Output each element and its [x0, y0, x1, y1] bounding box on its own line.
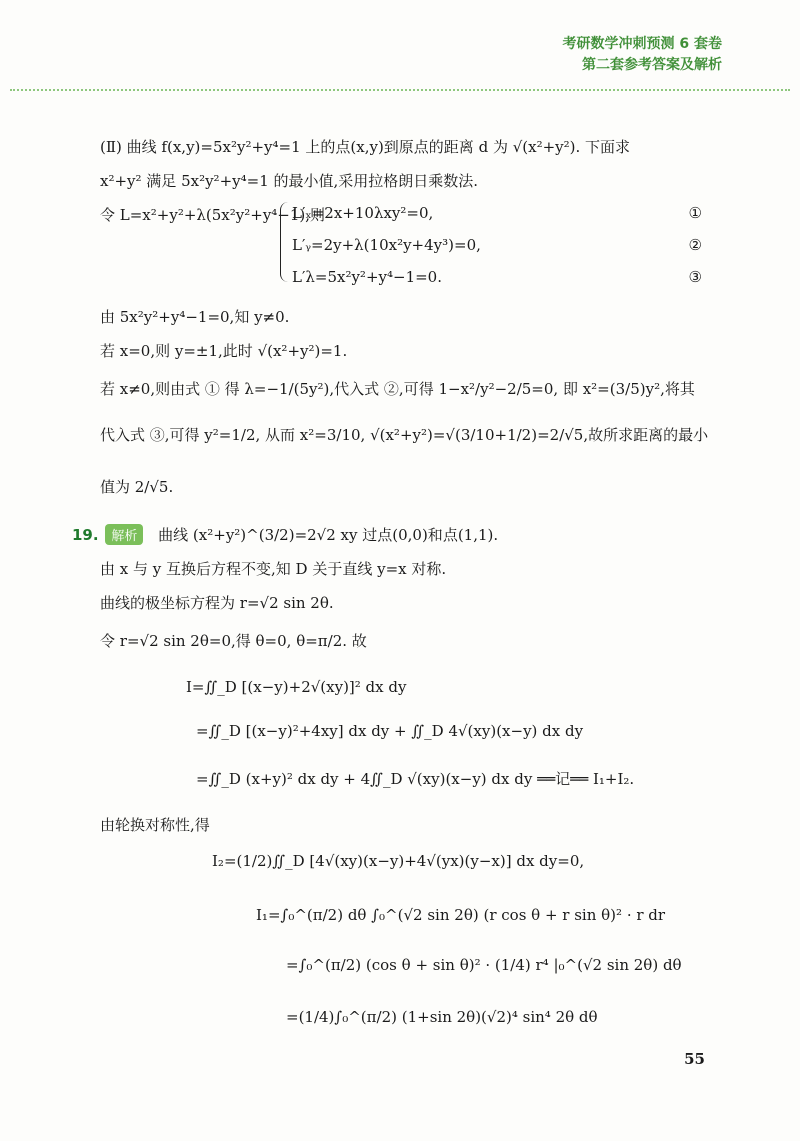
part2-line-5: 若 x=0,则 y=±1,此时 √(x²+y²)=1. — [100, 342, 348, 360]
integral-I1-line-1: I₁=∫₀^(π/2) dθ ∫₀^(√2 sin 2θ) (r cos θ + r sin θ)² · r dr — [256, 906, 666, 924]
mark-1: ① — [688, 204, 702, 222]
system-eq-1-text: L′ₓ=2x+10λxy²=0, — [292, 204, 434, 222]
p19-line-5: 由轮换对称性,得 — [100, 816, 210, 834]
integral-I-line-1: I=∬_D [(x−y)+2√(xy)]² dx dy — [186, 678, 407, 696]
problem-19-header — [72, 524, 498, 545]
problem-number: 19. — [72, 526, 99, 544]
integral-I-line-2: =∬_D [(x−y)²+4xy] dx dy + ∬_D 4√(xy)(x−y) dx dy — [196, 722, 584, 740]
integral-I1-line-2: =∫₀^(π/2) (cos θ + sin θ)² · (1/4) r⁴ |₀^(√2 sin 2θ) dθ — [286, 956, 682, 974]
part2-line-2: x²+y² 满足 5x²y²+y⁴=1 的最小值,采用拉格朗日乘数法. — [100, 172, 479, 190]
running-header — [563, 34, 723, 76]
part2-line-1: (Ⅱ) 曲线 f(x,y)=5x²y²+y⁴=1 上的点(x,y)到原点的距离 d 为 √(x²+y²). 下面求 — [100, 138, 631, 156]
part2-line-3: 令 L=x²+y²+λ(5x²y²+y⁴−1),则 — [100, 206, 326, 224]
system-eq-1 — [292, 204, 702, 222]
system-eq-3 — [292, 268, 702, 286]
p19-line-2: 由 x 与 y 互换后方程不变,知 D 关于直线 y=x 对称. — [100, 560, 447, 578]
system-eq-2-text: L′ᵧ=2y+λ(10x²y+4y³)=0, — [292, 236, 481, 254]
p19-line-3: 曲线的极坐标方程为 r=√2 sin 2θ. — [100, 594, 334, 612]
mark-3: ③ — [688, 268, 702, 286]
system-eq-3-text: L′λ=5x²y²+y⁴−1=0. — [292, 268, 442, 286]
part2-line-7: 代入式 ③,可得 y²=1/2, 从而 x²=3/10, √(x²+y²)=√(3/10+1/2)=2/√5,故所求距离的最小 — [100, 426, 709, 444]
integral-I-line-3: =∬_D (x+y)² dx dy + 4∬_D √(xy)(x−y) dx dy ══记══ I₁+I₂. — [196, 770, 635, 788]
part2-line-8: 值为 2/√5. — [100, 478, 174, 496]
part2-line-6: 若 x≠0,则由式 ① 得 λ=−1/(5y²),代入式 ②,可得 1−x²/y²−2/5=0, 即 x²=(3/5)y²,将其 — [100, 380, 695, 398]
analysis-tag: 解析 — [105, 524, 143, 545]
mark-2: ② — [688, 236, 702, 254]
header-divider — [10, 89, 790, 91]
p19-line-4: 令 r=√2 sin 2θ=0,得 θ=0, θ=π/2. 故 — [100, 632, 367, 650]
system-eq-2 — [292, 236, 702, 254]
header-book-title: 考研数学冲刺预测 6 套卷 — [562, 36, 722, 52]
header-section-title: 第二套参考答案及解析 — [582, 57, 722, 73]
equation-system-brace — [280, 202, 289, 282]
p19-line-1: 曲线 (x²+y²)^(3/2)=2√2 xy 过点(0,0)和点(1,1). — [158, 526, 499, 544]
part2-line-4: 由 5x²y²+y⁴−1=0,知 y≠0. — [100, 308, 290, 326]
integral-I1-line-3: =(1/4)∫₀^(π/2) (1+sin 2θ)(√2)⁴ sin⁴ 2θ dθ — [286, 1008, 598, 1026]
page-number: 55 — [684, 1050, 705, 1068]
integral-I2: I₂=(1/2)∬_D [4√(xy)(x−y)+4√(yx)(y−x)] dx dy=0, — [212, 852, 585, 870]
